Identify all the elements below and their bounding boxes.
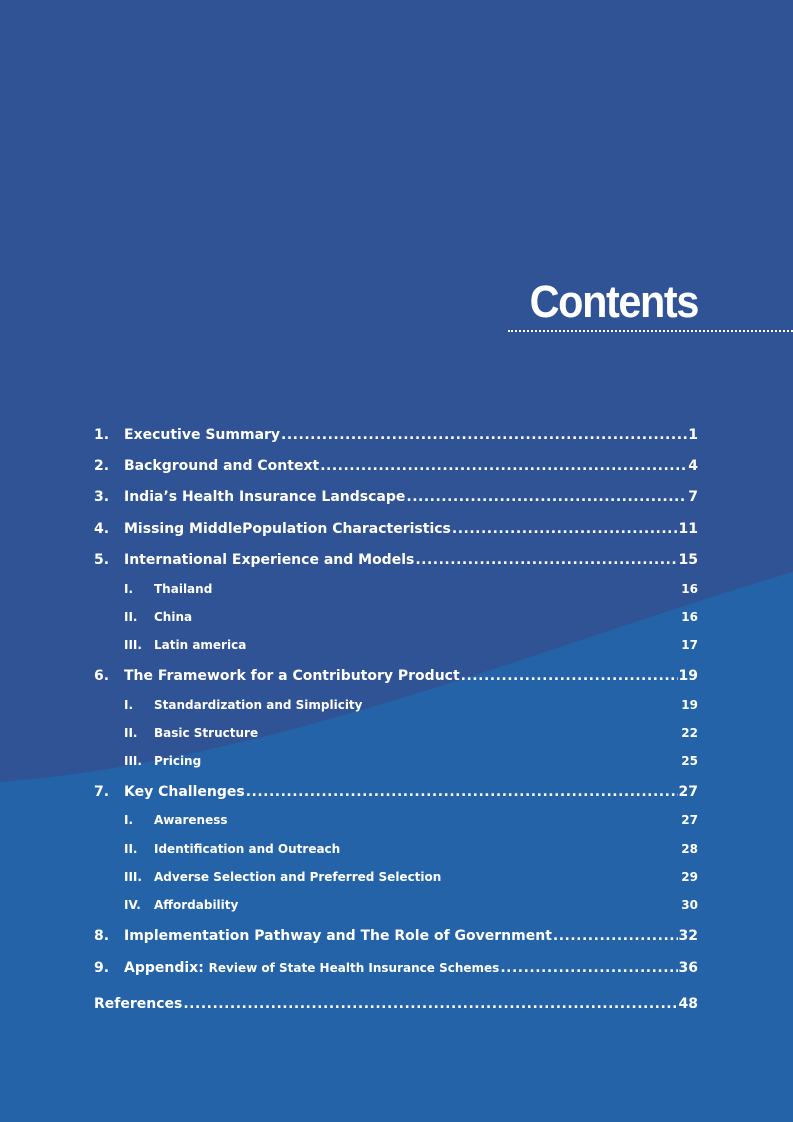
toc-entry-8[interactable]	[94, 928, 698, 944]
toc-label: China	[154, 610, 193, 624]
toc-label: Missing MiddlePopulation Characteristics	[124, 521, 451, 537]
toc-label	[124, 960, 499, 976]
toc-number: II.	[124, 726, 138, 740]
toc-entry-2[interactable]	[94, 458, 698, 474]
toc-number: 9.	[94, 960, 110, 976]
toc-number: III.	[124, 870, 142, 884]
title-dotted-rule	[508, 330, 793, 332]
toc-leader	[183, 996, 677, 1012]
toc-page: 27	[678, 784, 698, 800]
toc-leader	[320, 458, 687, 474]
toc-number: 5.	[94, 552, 110, 568]
toc-page: 7	[688, 489, 698, 505]
toc-subentry-7-1[interactable]	[94, 813, 698, 827]
toc-page: 32	[678, 928, 698, 944]
toc-subentry-7-2[interactable]	[94, 842, 698, 856]
toc-subentry-6-2[interactable]	[94, 726, 698, 740]
toc-number: 3.	[94, 489, 110, 505]
toc-number: 8.	[94, 928, 110, 944]
toc-number: II.	[124, 842, 138, 856]
toc-leader	[461, 668, 678, 684]
toc-entry-3[interactable]	[94, 489, 698, 505]
toc-page: 36	[678, 960, 698, 976]
toc-page: 27	[681, 813, 698, 827]
toc-leader	[500, 960, 677, 976]
toc-label-small: Review of State Health Insurance Schemes	[208, 961, 500, 975]
toc-number: III.	[124, 754, 142, 768]
toc-page: 4	[688, 458, 698, 474]
toc-page: 16	[681, 582, 698, 596]
toc-subentry-7-4[interactable]	[94, 898, 698, 912]
toc-label: Identification and Outreach	[154, 842, 341, 856]
toc-page: 22	[681, 726, 698, 740]
toc-label: India’s Health Insurance Landscape	[124, 489, 406, 505]
toc-page: 29	[681, 870, 698, 884]
toc-entry-9[interactable]	[94, 960, 698, 976]
toc-label: Pricing	[154, 754, 202, 768]
toc-subentry-5-1[interactable]	[94, 582, 698, 596]
toc-number: III.	[124, 638, 142, 652]
toc-label: Adverse Selection and Preferred Selection	[154, 870, 442, 884]
toc-subentry-6-1[interactable]	[94, 698, 698, 712]
toc-entry-7[interactable]	[94, 784, 698, 800]
toc-entry-6[interactable]	[94, 668, 698, 684]
toc-label: Key Challenges	[124, 784, 245, 800]
toc-number: IV.	[124, 898, 141, 912]
toc-subentry-5-2[interactable]	[94, 610, 698, 624]
toc-label-main: Appendix:	[124, 960, 209, 976]
toc-label: Thailand	[154, 582, 213, 596]
toc-page: 17	[681, 638, 698, 652]
toc-page: 11	[678, 521, 698, 537]
toc-number: 1.	[94, 427, 110, 443]
toc-number: 7.	[94, 784, 110, 800]
toc-leader	[415, 552, 677, 568]
toc-label: Executive Summary	[124, 427, 281, 443]
toc-leader	[452, 521, 678, 537]
toc-label: Background and Context	[124, 458, 320, 474]
toc-number: 4.	[94, 521, 110, 537]
toc-subentry-6-3[interactable]	[94, 754, 698, 768]
toc-label: Implementation Pathway and The Role of Government	[124, 928, 552, 944]
toc-leader	[281, 427, 687, 443]
toc-number: I.	[124, 698, 134, 712]
toc-page: 48	[678, 996, 698, 1012]
toc-entry-references[interactable]	[94, 996, 698, 1012]
toc-label: The Framework for a Contributory Product	[124, 668, 460, 684]
toc-entry-5[interactable]	[94, 552, 698, 568]
toc-subentry-5-3[interactable]	[94, 638, 698, 652]
toc-number: II.	[124, 610, 138, 624]
toc-page: 15	[678, 552, 698, 568]
toc-leader	[246, 784, 678, 800]
toc-label: Awareness	[154, 813, 228, 827]
toc-subentry-7-3[interactable]	[94, 870, 698, 884]
toc-page: 30	[681, 898, 698, 912]
toc-leader	[406, 489, 687, 505]
toc-leader	[553, 928, 678, 944]
toc-label: Affordability	[154, 898, 239, 912]
toc-page: 1	[688, 427, 698, 443]
toc-page: 28	[681, 842, 698, 856]
toc-page: 19	[681, 698, 698, 712]
toc-label: Latin america	[154, 638, 247, 652]
toc-number: I.	[124, 582, 134, 596]
toc-label: Standardization and Simplicity	[154, 698, 363, 712]
page-title: Contents	[529, 276, 698, 327]
toc-page: 16	[681, 610, 698, 624]
toc-page: 25	[681, 754, 698, 768]
toc-number: 6.	[94, 668, 110, 684]
toc-entry-4[interactable]	[94, 521, 698, 537]
toc-label: International Experience and Models	[124, 552, 415, 568]
toc-label: References	[94, 996, 183, 1012]
toc-label: Basic Structure	[154, 726, 259, 740]
toc-page: 19	[678, 668, 698, 684]
toc-number: 2.	[94, 458, 110, 474]
toc-number: I.	[124, 813, 134, 827]
toc-entry-1[interactable]	[94, 427, 698, 443]
